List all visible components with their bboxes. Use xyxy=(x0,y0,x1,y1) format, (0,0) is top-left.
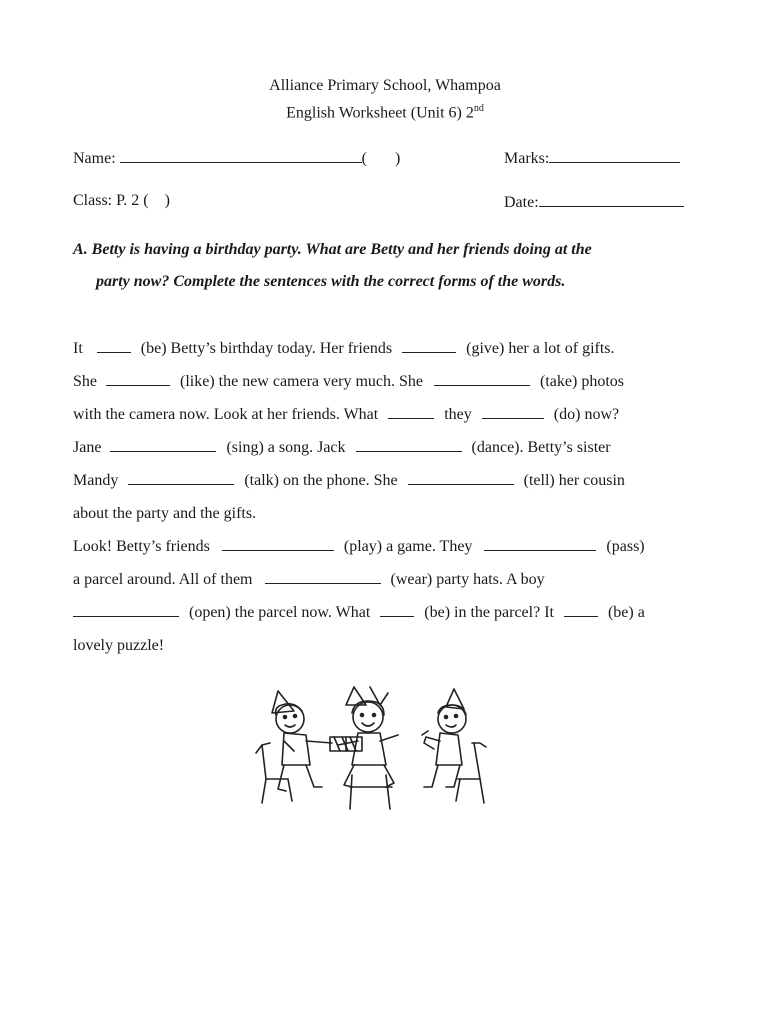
class-field[interactable] xyxy=(73,192,170,210)
passage-text: She xyxy=(73,373,97,390)
class-close: ) xyxy=(164,192,170,209)
worksheet-title-superscript: nd xyxy=(473,103,484,114)
passage-text: It xyxy=(73,340,83,357)
answer-blank[interactable] xyxy=(380,604,414,617)
passage-text: about the party and the gifts. xyxy=(73,505,257,522)
passage-line-3 xyxy=(73,406,619,424)
date-blank[interactable] xyxy=(539,192,684,207)
answer-blank[interactable] xyxy=(222,538,334,551)
passage-text: (do) now? xyxy=(553,406,620,423)
passage-line-9 xyxy=(73,604,645,622)
section-a-instruction-line-1: A. Betty is having a birthday party. What are Betty and her friends doing at the xyxy=(73,241,592,258)
section-a-instruction-line-2: party now? Complete the sentences with the correct forms of the words. xyxy=(96,273,566,290)
answer-blank[interactable] xyxy=(484,538,596,551)
date-label: Date: xyxy=(504,194,539,211)
passage-text: (be) in the parcel? It xyxy=(424,604,554,621)
class-number-open: ( xyxy=(361,150,367,167)
passage-line-5 xyxy=(73,472,625,490)
date-field[interactable] xyxy=(504,192,684,212)
worksheet-title-text: English Worksheet (Unit 6) 2 xyxy=(286,104,474,122)
passage-text: Look! Betty’s friends xyxy=(73,538,210,555)
passage-text: (open) the parcel now. What xyxy=(189,604,371,621)
passage-text: (dance). Betty’s sister xyxy=(471,439,611,456)
answer-blank[interactable] xyxy=(73,604,179,617)
passage-text: (sing) a song. Jack xyxy=(226,439,346,456)
marks-blank[interactable] xyxy=(549,148,680,163)
passage-text: (give) her a lot of gifts. xyxy=(466,340,615,357)
passage-text: they xyxy=(444,406,472,423)
answer-blank[interactable] xyxy=(110,439,216,452)
passage-line-1 xyxy=(73,340,615,358)
answer-blank[interactable] xyxy=(434,373,530,386)
passage-text: (like) the new camera very much. She xyxy=(180,373,424,390)
school-name: Alliance Primary School, Whampoa xyxy=(269,77,501,94)
passage-line-4 xyxy=(73,439,611,457)
answer-blank[interactable] xyxy=(408,472,514,485)
worksheet-title xyxy=(0,103,770,122)
passage-line-6 xyxy=(73,505,256,523)
right-child-figure xyxy=(422,689,486,803)
answer-blank[interactable] xyxy=(106,373,170,386)
name-label: Name: xyxy=(73,150,116,167)
passage-line-7 xyxy=(73,538,645,556)
passage-line-2 xyxy=(73,373,624,391)
passage-line-8 xyxy=(73,571,545,589)
passage-text: (take) photos xyxy=(540,373,624,390)
passage-text: with the camera now. Look at her friends. What xyxy=(73,406,379,423)
name-field[interactable] xyxy=(73,148,400,168)
passage-text: (pass) xyxy=(606,538,645,555)
passage-text: (tell) her cousin xyxy=(523,472,625,489)
marks-label: Marks: xyxy=(504,150,550,167)
passage-line-10 xyxy=(73,637,164,655)
class-number-close: ) xyxy=(394,150,401,167)
answer-blank[interactable] xyxy=(356,439,462,452)
answer-blank[interactable] xyxy=(482,406,544,419)
answer-blank[interactable] xyxy=(564,604,598,617)
answer-blank[interactable] xyxy=(388,406,434,419)
answer-blank[interactable] xyxy=(265,571,381,584)
marks-field[interactable] xyxy=(504,148,680,168)
passage-text: a parcel around. All of them xyxy=(73,571,253,588)
passage-text: (talk) on the phone. She xyxy=(244,472,398,489)
passage-text: Mandy xyxy=(73,472,119,489)
passage-text: (wear) party hats. A boy xyxy=(390,571,545,588)
passage-text: lovely puzzle! xyxy=(73,637,165,654)
passage-text: (be) Betty’s birthday today. Her friends xyxy=(140,340,393,357)
answer-blank[interactable] xyxy=(402,340,456,353)
passage-text: (play) a game. They xyxy=(343,538,473,555)
passage-text: Jane xyxy=(73,439,102,456)
answer-blank[interactable] xyxy=(97,340,131,353)
name-blank[interactable] xyxy=(120,148,362,163)
left-child-figure xyxy=(256,691,332,803)
answer-blank[interactable] xyxy=(128,472,234,485)
passage-text: (be) a xyxy=(607,604,645,621)
children-party-illustration-icon xyxy=(248,683,500,818)
class-label: Class: P. 2 ( xyxy=(73,192,149,209)
